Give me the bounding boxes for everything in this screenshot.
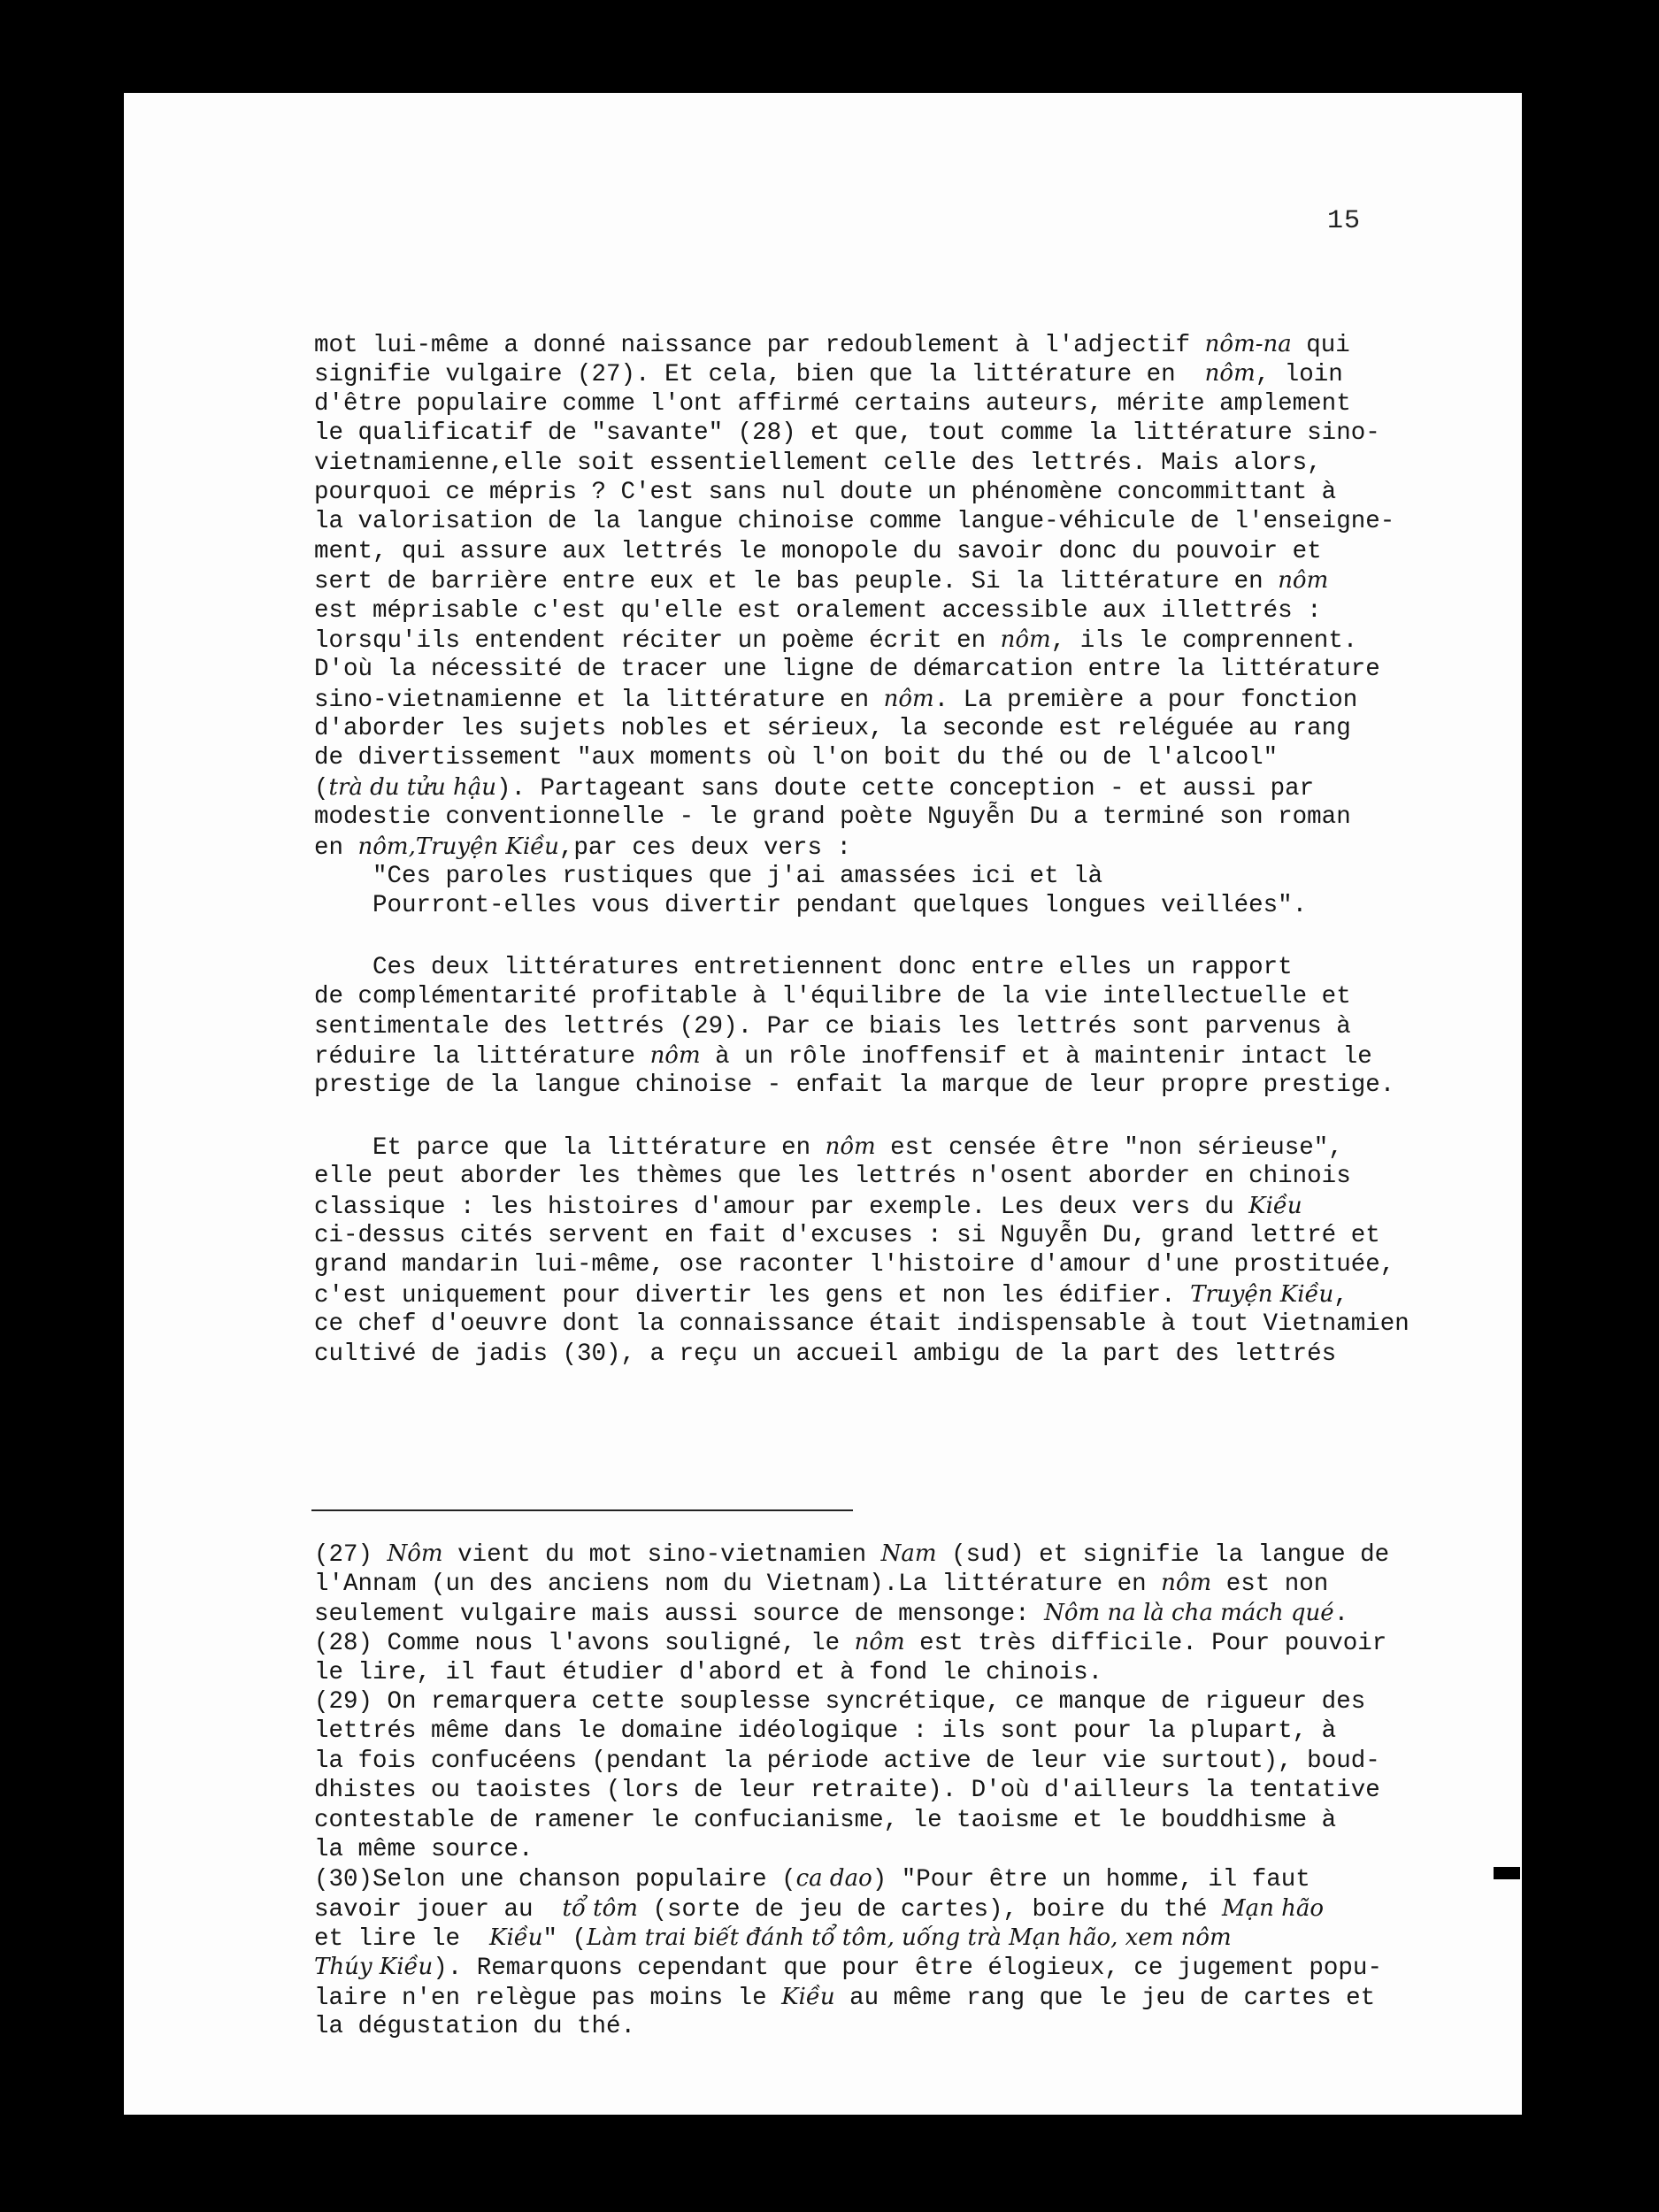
text-line: la dégustation du thé. bbox=[314, 2013, 636, 2041]
paragraph-2 bbox=[314, 953, 1411, 1101]
text-line: réduire la littérature nôm à un rôle inoffensif et à maintenir intact le bbox=[314, 1041, 1372, 1071]
text-line: Pourront-elles vous divertir pendant quelques longues veillées". bbox=[314, 892, 1308, 920]
text-line: grand mandarin lui-même, ose raconter l'histoire d'amour d'une prostituée, bbox=[314, 1251, 1395, 1279]
text-line: classique : les histoires d'amour par exemple. Les deux vers du Kiều bbox=[314, 1192, 1302, 1221]
text-line: ce chef d'oeuvre dont la connaissance était indispensable à tout Vietnamien bbox=[314, 1310, 1409, 1339]
text-line: c'est uniquement pour divertir les gens et non les édifier. Truyện Kiều, bbox=[314, 1280, 1348, 1310]
text-line: elle peut aborder les thèmes que les lettrés n'osent aborder en chinois bbox=[314, 1163, 1351, 1191]
text-line: ci-dessus cités servent en fait d'excuses : si Nguyễn Du, grand lettré et bbox=[314, 1221, 1380, 1249]
text-line: prestige de la langue chinoise - enfait la marque de leur propre prestige. bbox=[314, 1071, 1395, 1100]
text-line: est méprisable c'est qu'elle est oralement accessible aux illettrés : bbox=[314, 596, 1322, 625]
text-line: sert de barrière entre eux et le bas peuple. Si la littérature en nôm bbox=[314, 567, 1329, 596]
text-line: lettrés même dans le domaine idéologique : ils sont pour la plupart, à bbox=[314, 1717, 1337, 1746]
text-line: seulement vulgaire mais aussi source de mensonge: Nôm na là cha mách qué. bbox=[314, 1599, 1349, 1628]
text-line: cultivé de jadis (30), a reçu un accueil ambigu de la part des lettrés bbox=[314, 1340, 1337, 1368]
text-line: la même source. bbox=[314, 1835, 534, 1863]
text-line: ment, qui assure aux lettrés le monopole du savoir donc du pouvoir et bbox=[314, 537, 1322, 565]
text-line: la valorisation de la langue chinoise comme langue-véhicule de l'enseigne- bbox=[314, 508, 1395, 536]
footnotes bbox=[314, 1540, 1411, 2042]
text-line: sentimentale des lettrés (29). Par ce biais les lettrés sont parvenus à bbox=[314, 1012, 1351, 1041]
text-line: laire n'en relègue pas moins le Kiều au même rang que le jeu de cartes et bbox=[314, 1983, 1376, 2012]
text-line: de complémentarité profitable à l'équilibre de la vie intellectuelle et bbox=[314, 983, 1351, 1011]
text-line: en nôm,Truyện Kiều,par ces deux vers : bbox=[314, 833, 851, 862]
text-line: de divertissement "aux moments où l'on boit du thé ou de l'alcool" bbox=[314, 744, 1279, 772]
text-line: sino-vietnamienne et la littérature en nôm. La première a pour fonction bbox=[314, 685, 1358, 714]
text-line: dhistes ou taoistes (lors de leur retraite). D'où d'ailleurs la tentative bbox=[314, 1777, 1380, 1805]
text-line: (30)Selon une chanson populaire (ca dao) "Pour être un homme, il faut bbox=[314, 1865, 1310, 1894]
text-line: signifie vulgaire (27). Et cela, bien que la littérature en nôm, loin bbox=[314, 360, 1343, 389]
text-line: (29) On remarquera cette souplesse syncrétique, ce manque de rigueur des bbox=[314, 1687, 1366, 1716]
text-line: "Ces paroles rustiques que j'ai amassées ici et là bbox=[314, 863, 1103, 891]
page-number: 15 bbox=[1327, 206, 1362, 236]
paragraph-3 bbox=[314, 1133, 1411, 1369]
text-line: savoir jouer au tổ tôm (sorte de jeu de cartes), boire du thé Mạn hão bbox=[314, 1894, 1325, 1924]
footnote-separator bbox=[311, 1509, 853, 1511]
margin-mark bbox=[1494, 1867, 1520, 1879]
text-line: Thúy Kiều). Remarquons cependant que pour être élogieux, ce jugement popu- bbox=[314, 1954, 1382, 1983]
text-line: d'être populaire comme l'ont affirmé certains auteurs, mérite amplement bbox=[314, 389, 1351, 418]
text-line: d'aborder les sujets nobles et sérieux, la seconde est reléguée au rang bbox=[314, 715, 1351, 743]
text-line: le qualificatif de "savante" (28) et que, tout comme la littérature sino- bbox=[314, 419, 1380, 448]
text-line: vietnamienne,elle soit essentiellement celle des lettrés. Mais alors, bbox=[314, 449, 1322, 477]
text-line: le lire, il faut étudier d'abord et à fond le chinois. bbox=[314, 1658, 1103, 1686]
text-line: Et parce que la littérature en nôm est censée être "non sérieuse", bbox=[314, 1133, 1343, 1162]
text-line: (27) Nôm vient du mot sino-vietnamien Nam (sud) et signifie la langue de bbox=[314, 1540, 1390, 1569]
text-line: Ces deux littératures entretiennent donc entre elles un rapport bbox=[314, 953, 1293, 981]
text-line: contestable de ramener le confucianisme, le taoisme et le bouddhisme à bbox=[314, 1806, 1337, 1834]
text-line: D'où la nécessité de tracer une ligne de démarcation entre la littérature bbox=[314, 656, 1380, 684]
text-line: pourquoi ce mépris ? C'est sans nul doute un phénomène concommittant à bbox=[314, 478, 1337, 506]
text-line: modestie conventionnelle - le grand poète Nguyễn Du a terminé son roman bbox=[314, 803, 1351, 832]
text-line: et lire le Kiều" (Làm trai biết đánh tổ tôm, uống trà Mạn hão, xem nôm bbox=[314, 1924, 1232, 1954]
text-line: la fois confucéens (pendant la période active de leur vie surtout), boud- bbox=[314, 1747, 1380, 1775]
paragraph-1 bbox=[314, 330, 1411, 921]
text-line: (28) Comme nous l'avons souligné, le nôm est très difficile. Pour pouvoir bbox=[314, 1629, 1387, 1658]
body-text bbox=[314, 330, 1411, 1369]
text-line: l'Annam (un des anciens nom du Vietnam).La littérature en nôm est non bbox=[314, 1570, 1329, 1599]
text-line: lorsqu'ils entendent réciter un poème écrit en nôm, ils le comprennent. bbox=[314, 626, 1358, 655]
text-line: (trà du tửu hậu). Partageant sans doute cette conception - et aussi par bbox=[314, 773, 1315, 803]
text-line: mot lui-même a donné naissance par redoublement à l'adjectif nôm-na qui bbox=[314, 331, 1350, 359]
